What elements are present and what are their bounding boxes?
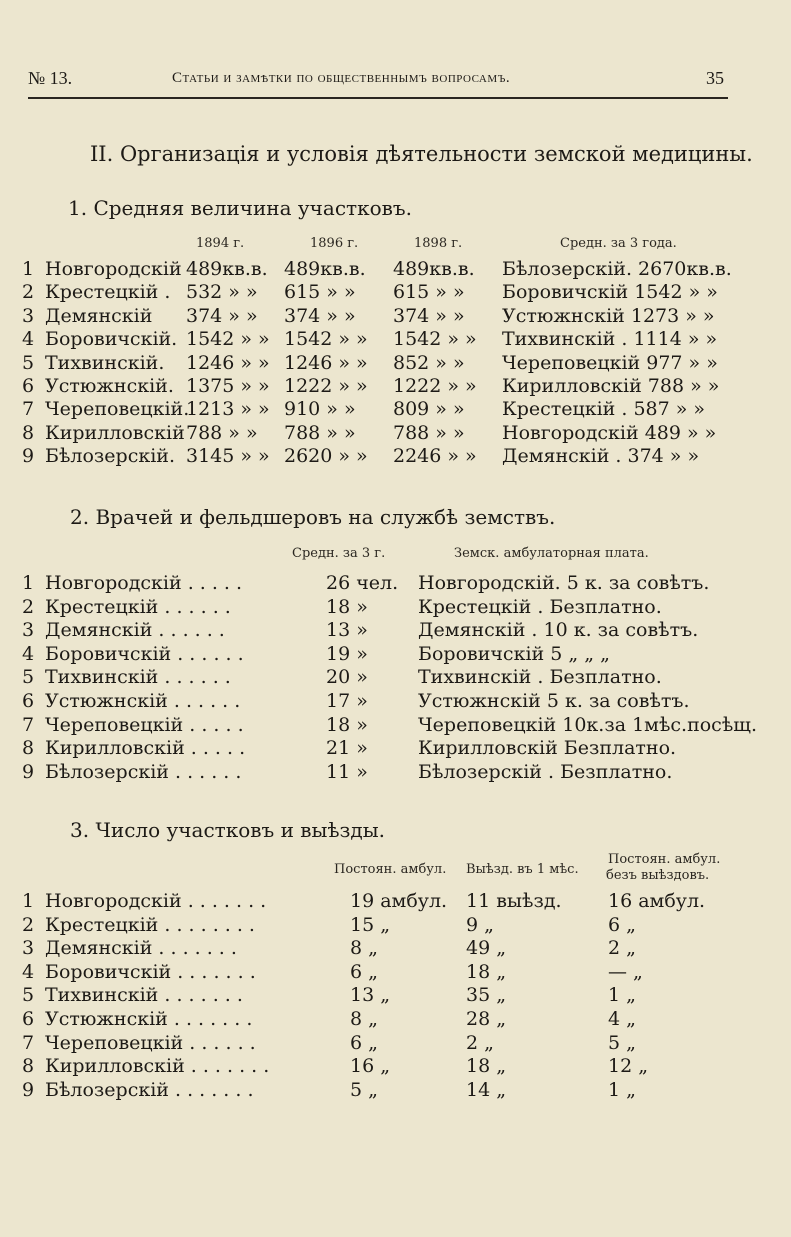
section2-row-4-staff: 19 » xyxy=(326,642,368,665)
section3-row-6-num: 6 xyxy=(22,1008,35,1030)
section3-row-9-permanent: 5 „ xyxy=(350,1078,378,1101)
section3-row-4-visits: 18 „ xyxy=(466,960,507,983)
section1-row-4-y1896: 1542 » » xyxy=(284,328,368,351)
section2-row-5-staff: 20 » xyxy=(326,666,368,689)
section2-row-6-district: Устюжнскій . . . . . . xyxy=(45,690,241,712)
running-title: Статьи и замѣтки по общественнымъ вопросамъ. xyxy=(172,70,511,86)
section1-row-5-district: Тихвинскій. xyxy=(45,351,165,374)
chapter-title: II. Организація и условія дѣятельности земской медицины. xyxy=(90,142,753,166)
section3-row-9-visits: 14 „ xyxy=(466,1078,507,1101)
section3-row-1-permanent: 19 амбул. xyxy=(350,890,448,912)
section2-row-3-fee: Демянскій . 10 к. за совѣтъ. xyxy=(418,619,699,642)
section3-row-8-visits: 18 „ xyxy=(466,1055,507,1078)
section3-row-2-noleave: 6 „ xyxy=(608,913,636,936)
section3-row-9-noleave: 1 „ xyxy=(608,1078,636,1101)
section2-row-1-staff: 26 чел. xyxy=(326,572,399,594)
section1-row-2-district: Крестецкій . xyxy=(45,281,171,304)
section1-row-7-y1896: 910 » » xyxy=(284,398,356,421)
section1-row-9-y1896: 2620 » » xyxy=(284,445,368,468)
section1-row-7-y1898: 809 » » xyxy=(393,398,465,421)
section1-row-4-avg: Тихвинскій . 1114 » » xyxy=(502,328,718,351)
section1-row-5-avg: Череповецкій 977 » » xyxy=(502,351,718,374)
section1-row-1-y1898: 489кв.в. xyxy=(393,258,475,280)
section1-row-9-avg: Демянскій . 374 » » xyxy=(502,445,700,468)
s3-header-visits: Выѣзд. въ 1 мѣс. xyxy=(466,862,579,877)
section3-row-9-district: Бѣлозерскій . . . . . . . xyxy=(45,1078,254,1101)
section2-row-7-fee: Череповецкій 10к.за 1мѣс.посѣщ. xyxy=(418,713,757,736)
section3-row-1-visits: 11 выѣзд. xyxy=(466,890,562,912)
section1-row-2-num: 2 xyxy=(22,281,35,304)
section1-row-4-num: 4 xyxy=(22,328,35,351)
section2-row-8-district: Кирилловскій . . . . . xyxy=(45,737,246,760)
section2-row-9-num: 9 xyxy=(22,760,35,783)
section3-row-6-district: Устюжнскій . . . . . . . xyxy=(45,1008,253,1030)
section1-row-9-y1894: 3145 » » xyxy=(186,445,270,468)
section1-row-9-num: 9 xyxy=(22,445,35,468)
section3-row-4-num: 4 xyxy=(22,960,35,983)
section3-row-8-noleave: 12 „ xyxy=(608,1055,649,1078)
section1-row-8-district: Кирилловскій xyxy=(45,421,185,444)
section1-row-8-y1898: 788 » » xyxy=(393,421,465,444)
section3-row-1-noleave: 16 амбул. xyxy=(608,890,706,912)
section3-row-6-visits: 28 „ xyxy=(466,1008,507,1030)
section1-row-7-district: Череповецкій. xyxy=(45,398,190,421)
header-rule xyxy=(28,97,728,99)
s2-header-avg: Средн. за 3 г. xyxy=(292,546,386,561)
section1-row-6-y1894: 1375 » » xyxy=(186,375,270,397)
section2-row-4-num: 4 xyxy=(22,642,35,665)
section1-row-4-y1898: 1542 » » xyxy=(393,328,477,351)
section3-row-8-district: Кирилловскій . . . . . . . xyxy=(45,1055,270,1078)
section3-row-2-district: Крестецкій . . . . . . . . xyxy=(45,913,255,936)
section1-row-7-y1894: 1213 » » xyxy=(186,398,270,421)
section2-row-9-staff: 11 » xyxy=(326,760,368,783)
section3-row-7-visits: 2 „ xyxy=(466,1031,494,1054)
section3-row-9-num: 9 xyxy=(22,1078,35,1101)
section3-row-5-district: Тихвинскій . . . . . . . xyxy=(45,984,243,1007)
s1-header-1898: 1898 г. xyxy=(414,236,463,251)
section2-row-1-district: Новгородскій . . . . . xyxy=(45,572,243,594)
section1-row-5-num: 5 xyxy=(22,351,35,374)
section3-row-3-visits: 49 „ xyxy=(466,937,507,960)
section2-row-7-staff: 18 » xyxy=(326,713,368,736)
section2-row-5-fee: Тихвинскій . Безплатно. xyxy=(418,666,662,689)
section1-row-1-num: 1 xyxy=(22,258,35,280)
section1-row-3-y1898: 374 » » xyxy=(393,304,465,327)
s3-header-noleave-2: безъ выѣздовъ. xyxy=(606,868,710,883)
section1-row-7-num: 7 xyxy=(22,398,35,421)
section3-row-4-noleave: — „ xyxy=(608,960,643,983)
section3-title: 3. Число участковъ и выѣзды. xyxy=(70,818,386,842)
section2-row-3-num: 3 xyxy=(22,619,35,642)
section1-row-6-num: 6 xyxy=(22,375,35,397)
section1-row-4-y1894: 1542 » » xyxy=(186,328,270,351)
page-number: 35 xyxy=(706,68,724,88)
section3-row-7-num: 7 xyxy=(22,1031,35,1054)
section1-row-8-y1894: 788 » » xyxy=(186,421,258,444)
section2-row-9-district: Бѣлозерскій . . . . . . xyxy=(45,760,242,783)
section2-row-7-num: 7 xyxy=(22,713,35,736)
section2-row-5-num: 5 xyxy=(22,666,35,689)
section3-row-5-visits: 35 „ xyxy=(466,984,507,1007)
section2-row-8-staff: 21 » xyxy=(326,737,368,760)
s1-header-avg: Средн. за 3 года. xyxy=(560,236,677,251)
section3-row-5-noleave: 1 „ xyxy=(608,984,636,1007)
section1-row-9-y1898: 2246 » » xyxy=(393,445,477,468)
section3-row-6-noleave: 4 „ xyxy=(608,1008,636,1030)
section2-row-8-fee: Кирилловскій Безплатно. xyxy=(418,737,677,760)
section2-row-7-district: Череповецкій . . . . . xyxy=(45,713,244,736)
section2-row-2-num: 2 xyxy=(22,595,35,618)
section1-row-6-y1896: 1222 » » xyxy=(284,375,368,397)
section1-row-6-district: Устюжнскій. xyxy=(45,375,174,397)
section2-title: 2. Врачей и фельдшеровъ на службѣ земствъ. xyxy=(70,505,556,529)
section2-row-2-fee: Крестецкій . Безплатно. xyxy=(418,595,662,618)
section1-row-1-y1894: 489кв.в. xyxy=(186,258,268,280)
section3-row-3-permanent: 8 „ xyxy=(350,937,378,960)
section2-row-1-fee: Новгородскій. 5 к. за совѣтъ. xyxy=(418,572,710,594)
section2-row-6-fee: Устюжнскій 5 к. за совѣтъ. xyxy=(418,690,690,712)
section1-row-1-y1896: 489кв.в. xyxy=(284,258,366,280)
section3-row-6-permanent: 8 „ xyxy=(350,1008,378,1030)
section1-row-1-avg: Бѣлозерскій. 2670кв.в. xyxy=(502,258,732,280)
section2-row-9-fee: Бѣлозерскій . Безплатно. xyxy=(418,760,673,783)
section1-row-5-y1896: 1246 » » xyxy=(284,351,368,374)
section2-row-6-num: 6 xyxy=(22,690,35,712)
section3-row-5-num: 5 xyxy=(22,984,35,1007)
section3-row-4-permanent: 6 „ xyxy=(350,960,378,983)
section1-row-1-district: Новгородскій xyxy=(45,258,182,280)
section1-row-9-district: Бѣлозерскій. xyxy=(45,445,175,468)
section1-row-8-num: 8 xyxy=(22,421,35,444)
section3-row-5-permanent: 13 „ xyxy=(350,984,391,1007)
section3-row-3-noleave: 2 „ xyxy=(608,937,636,960)
section1-row-3-y1894: 374 » » xyxy=(186,304,258,327)
section1-row-7-avg: Крестецкій . 587 » » xyxy=(502,398,706,421)
section3-row-2-permanent: 15 „ xyxy=(350,913,391,936)
section1-row-5-y1894: 1246 » » xyxy=(186,351,270,374)
section1-title: 1. Средняя величина участковъ. xyxy=(68,196,412,220)
section2-row-4-fee: Боровичскій 5 „ „ „ xyxy=(418,642,610,665)
section1-row-3-num: 3 xyxy=(22,304,35,327)
section2-row-8-num: 8 xyxy=(22,737,35,760)
section2-row-5-district: Тихвинскій . . . . . . xyxy=(45,666,231,689)
section3-row-8-num: 8 xyxy=(22,1055,35,1078)
section3-row-4-district: Боровичскій . . . . . . . xyxy=(45,960,256,983)
section1-row-6-avg: Кирилловскій 788 » » xyxy=(502,375,720,397)
section1-row-4-district: Боровичскій. xyxy=(45,328,178,351)
s3-header-noleave-1: Постоян. амбул. xyxy=(608,852,721,867)
section3-row-7-permanent: 6 „ xyxy=(350,1031,378,1054)
section3-row-2-visits: 9 „ xyxy=(466,913,494,936)
section3-row-8-permanent: 16 „ xyxy=(350,1055,391,1078)
section3-row-1-district: Новгородскій . . . . . . . xyxy=(45,890,267,912)
section2-row-1-num: 1 xyxy=(22,572,35,594)
s3-header-permanent: Постоян. амбул. xyxy=(334,862,447,877)
section3-row-3-num: 3 xyxy=(22,937,35,960)
section2-row-6-staff: 17 » xyxy=(326,690,368,712)
section3-row-3-district: Демянскій . . . . . . . xyxy=(45,937,237,960)
section1-row-2-y1898: 615 » » xyxy=(393,281,465,304)
section1-row-8-avg: Новгородскій 489 » » xyxy=(502,421,717,444)
section1-row-8-y1896: 788 » » xyxy=(284,421,356,444)
section2-row-4-district: Боровичскій . . . . . . xyxy=(45,642,244,665)
section2-row-3-staff: 13 » xyxy=(326,619,368,642)
section1-row-3-avg: Устюжнскій 1273 » » xyxy=(502,304,715,327)
s1-header-1894: 1894 г. xyxy=(196,236,245,251)
section3-row-1-num: 1 xyxy=(22,890,35,912)
section1-row-6-y1898: 1222 » » xyxy=(393,375,477,397)
section1-row-3-y1896: 374 » » xyxy=(284,304,356,327)
section1-row-5-y1898: 852 » » xyxy=(393,351,465,374)
section1-row-2-y1894: 532 » » xyxy=(186,281,258,304)
section1-row-2-avg: Боровичскій 1542 » » xyxy=(502,281,718,304)
section2-row-3-district: Демянскій . . . . . . xyxy=(45,619,225,642)
s1-header-1896: 1896 г. xyxy=(310,236,359,251)
section3-row-2-num: 2 xyxy=(22,913,35,936)
section2-row-2-staff: 18 » xyxy=(326,595,368,618)
issue-number: № 13. xyxy=(28,68,73,88)
s2-header-fee: Земск. амбулаторная плата. xyxy=(454,546,649,561)
section1-row-2-y1896: 615 » » xyxy=(284,281,356,304)
section3-row-7-noleave: 5 „ xyxy=(608,1031,636,1054)
section2-row-2-district: Крестецкій . . . . . . xyxy=(45,595,231,618)
section3-row-7-district: Череповецкій . . . . . . xyxy=(45,1031,256,1054)
section1-row-3-district: Демянскій xyxy=(45,304,153,327)
